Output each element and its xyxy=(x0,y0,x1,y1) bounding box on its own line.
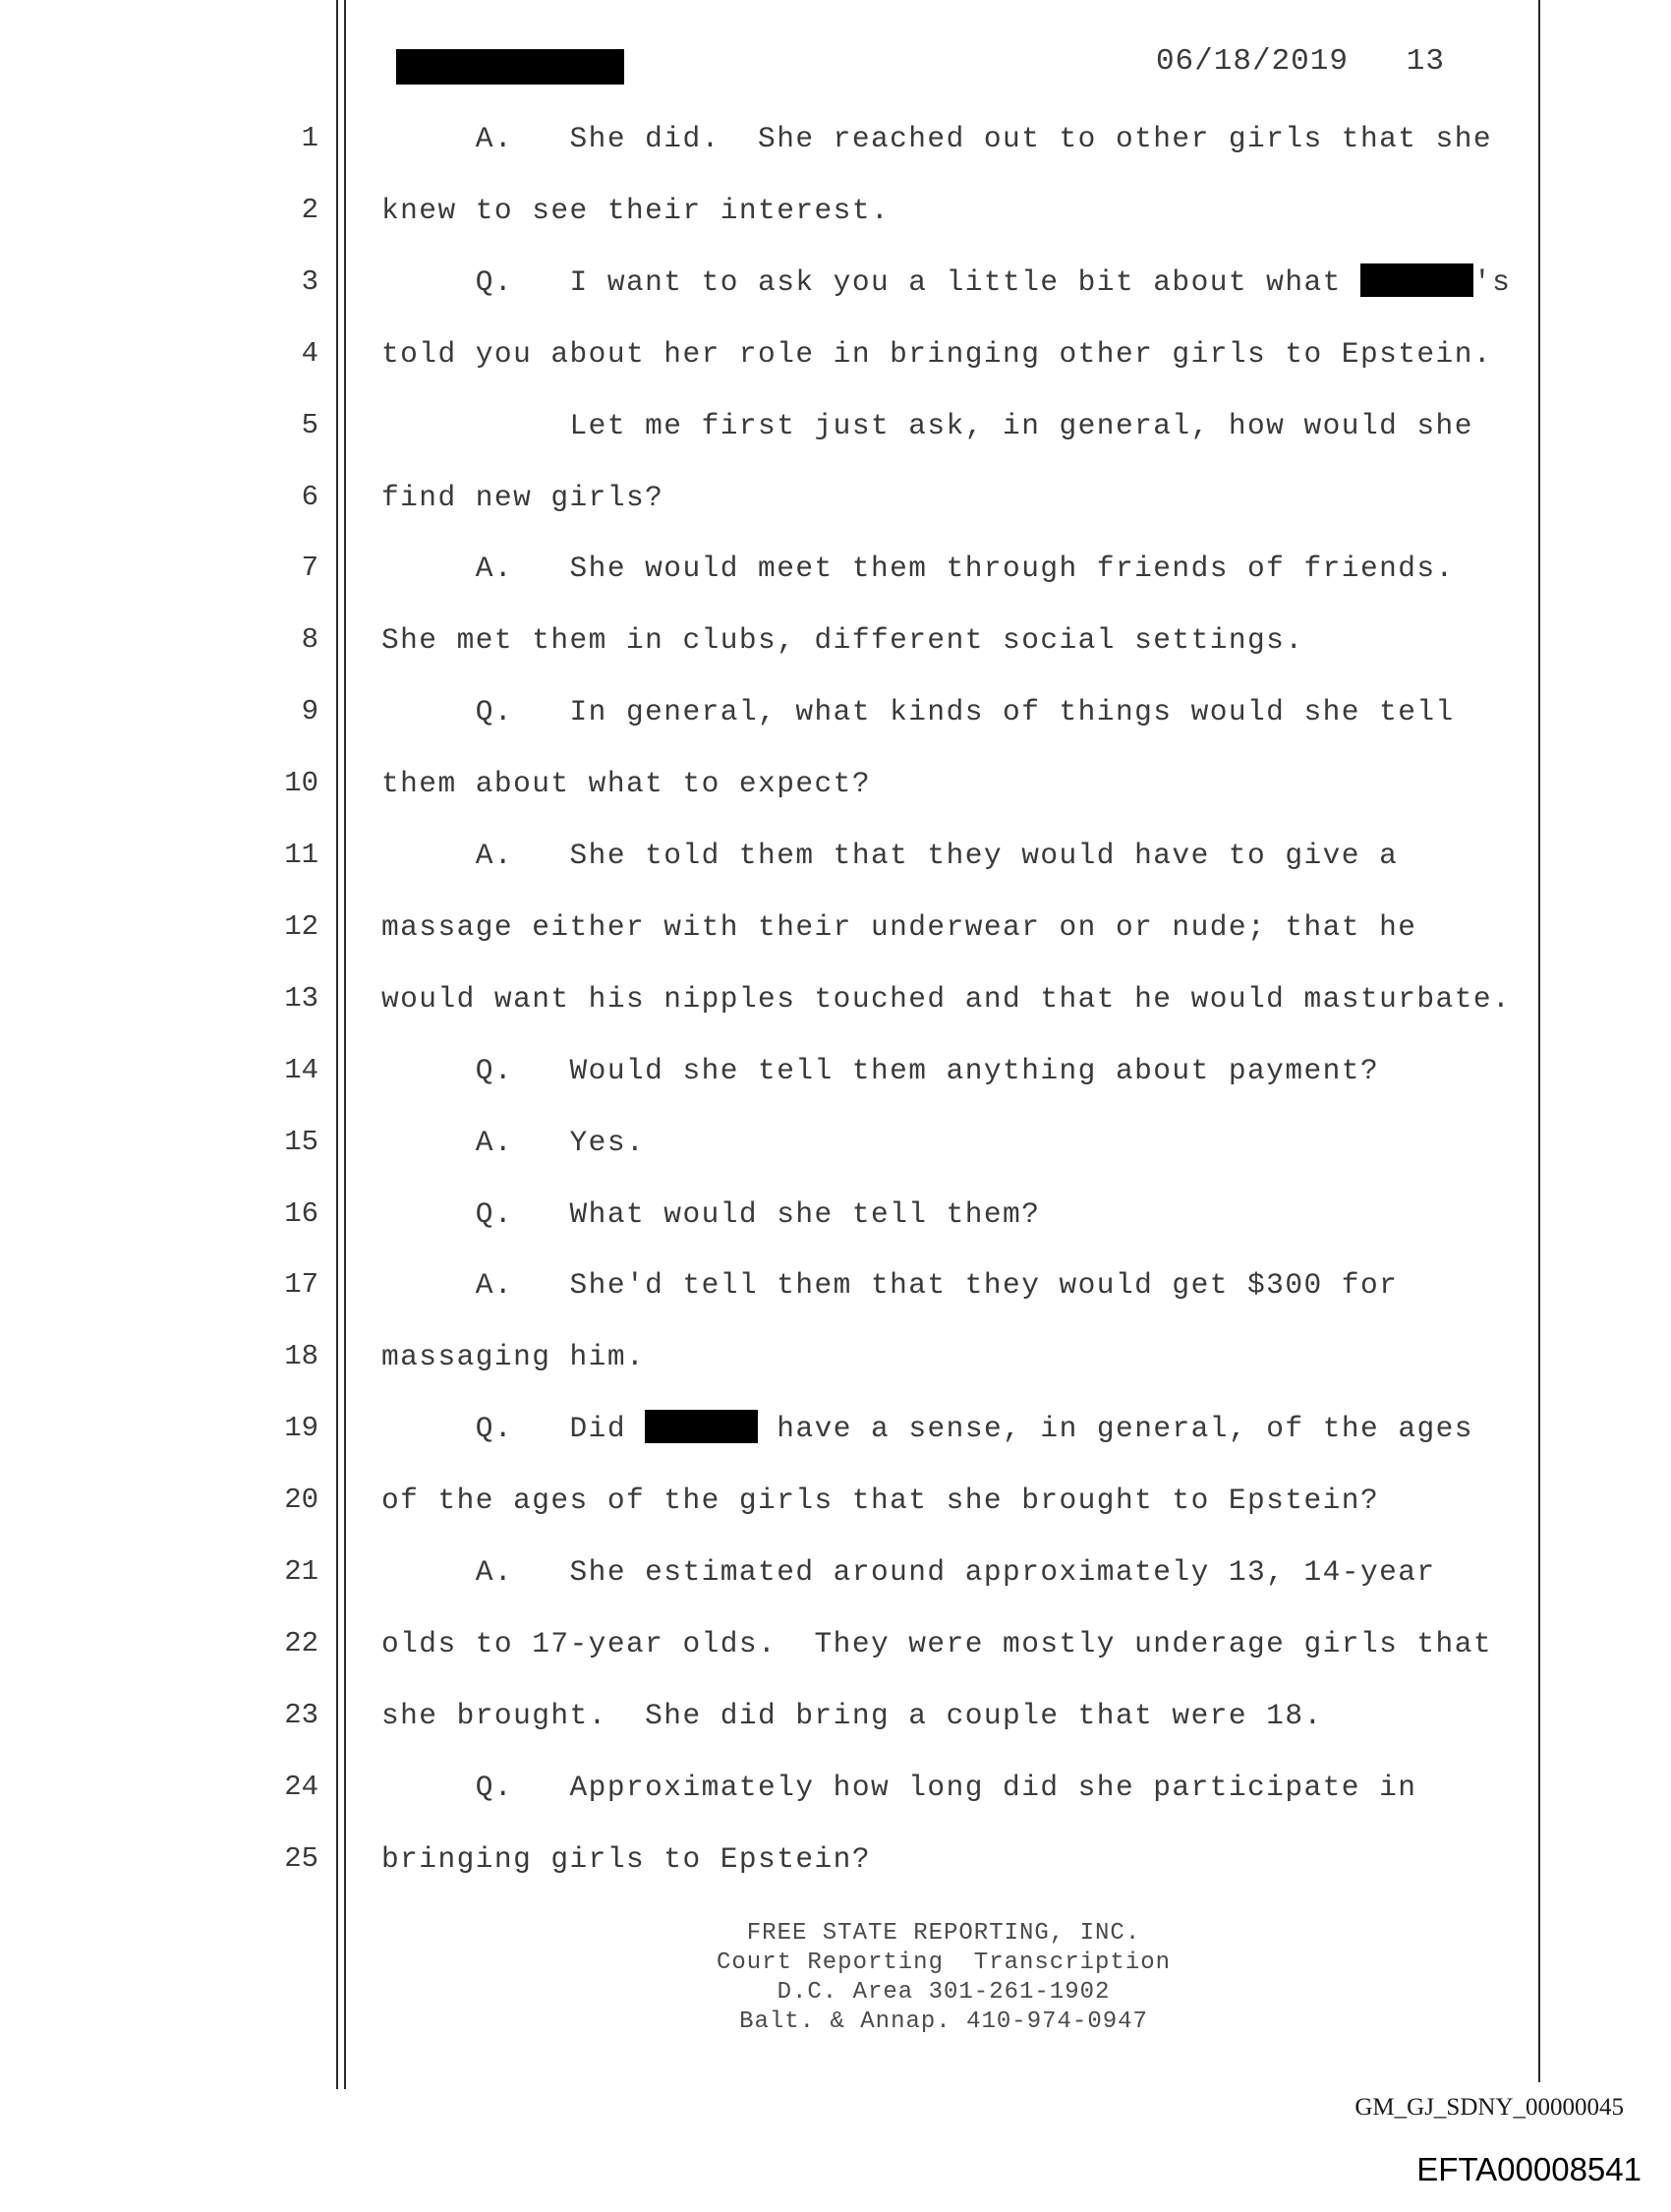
line-text xyxy=(381,119,1492,158)
line-text xyxy=(381,549,1455,588)
line-text-segment: Q. In general, what kinds of things would she tell xyxy=(381,695,1455,729)
transcript-line xyxy=(0,334,1671,405)
line-text xyxy=(381,1552,1436,1592)
transcript-line xyxy=(0,1337,1671,1408)
line-text xyxy=(381,1051,1379,1090)
line-text-segment: A. She'd tell them that they would get $300 for xyxy=(381,1268,1399,1303)
transcript-line xyxy=(0,764,1671,835)
line-number: 16 xyxy=(284,1196,318,1230)
line-text-segment: Q. Did xyxy=(381,1412,646,1446)
line-text xyxy=(381,836,1398,875)
line-number: 18 xyxy=(284,1340,318,1373)
line-text xyxy=(381,620,1304,660)
line-text xyxy=(381,1481,1379,1520)
line-text xyxy=(381,1839,871,1879)
line-number: 23 xyxy=(284,1698,318,1731)
line-number: 5 xyxy=(301,408,318,441)
line-number: 14 xyxy=(284,1053,318,1086)
line-text xyxy=(381,1123,645,1162)
transcript-line xyxy=(0,1624,1671,1695)
line-text-segment: A. Yes. xyxy=(381,1125,646,1159)
transcript-line xyxy=(0,692,1671,763)
line-text-segment: olds to 17-year olds. They were mostly underage girls that xyxy=(381,1626,1493,1660)
line-text xyxy=(381,1409,1473,1448)
line-text xyxy=(381,692,1455,731)
line-number: 4 xyxy=(301,336,318,370)
line-number: 19 xyxy=(284,1412,318,1445)
line-number: 25 xyxy=(284,1841,318,1875)
line-text-segment: Let me first just ask, in general, how would she xyxy=(381,408,1473,442)
line-number: 1 xyxy=(301,122,318,154)
line-text-segment: Q. Approximately how long did she participate in xyxy=(381,1770,1417,1804)
bates-number: GM_GJ_SDNY_00000045 xyxy=(1354,2094,1624,2121)
transcript-date: 06/18/2019 xyxy=(1155,44,1349,79)
line-number: 7 xyxy=(301,552,318,585)
line-text xyxy=(381,1696,1323,1735)
line-number: 2 xyxy=(301,193,318,226)
line-text-segment: A. She did. She reached out to other girls that she xyxy=(381,122,1493,155)
line-text-segment: Q. Would she tell them anything about payment? xyxy=(381,1053,1380,1087)
line-text-segment: told you about her role in bringing other girls to Epstein. xyxy=(381,336,1493,371)
transcript-line xyxy=(0,1051,1671,1122)
header-redaction xyxy=(396,49,624,85)
line-number: 24 xyxy=(284,1770,318,1803)
line-number: 17 xyxy=(284,1268,318,1302)
transcript-line xyxy=(0,1123,1671,1193)
line-text xyxy=(381,1194,1040,1234)
line-text-segment: knew to see their interest. xyxy=(381,193,891,227)
page-number: 13 xyxy=(1406,44,1445,79)
reporter-footer xyxy=(590,1919,1297,2037)
transcript-line xyxy=(0,1409,1671,1480)
line-text xyxy=(381,764,871,803)
line-number: 20 xyxy=(284,1484,318,1517)
line-text xyxy=(381,979,1511,1019)
efta-number: EFTA00008541 xyxy=(1416,2151,1642,2187)
line-number: 9 xyxy=(301,695,318,728)
transcript-line xyxy=(0,907,1671,978)
line-number: 15 xyxy=(284,1125,318,1158)
footer-dc-phone: D.C. Area 301-261-1902 xyxy=(777,1979,1111,2006)
line-text-segment: massage either with their underwear on or nude; that he xyxy=(381,909,1417,944)
line-text xyxy=(381,262,1511,302)
line-text-segment: have a sense, in general, of the ages xyxy=(758,1412,1473,1446)
footer-company: FREE STATE REPORTING, INC. xyxy=(746,1920,1141,1947)
transcript-line xyxy=(0,1696,1671,1767)
redaction-box xyxy=(645,1410,758,1443)
line-text-segment: them about what to expect? xyxy=(381,767,871,801)
transcript-line xyxy=(0,549,1671,619)
transcript-line xyxy=(0,1552,1671,1623)
line-text-segment: massaging him. xyxy=(381,1340,646,1374)
transcript-line xyxy=(0,979,1671,1050)
line-text xyxy=(381,1337,645,1376)
line-text-segment: Q. I want to ask you a little bit about what xyxy=(381,264,1360,299)
line-text-segment: would want his nipples touched and that he would masturbate. xyxy=(381,981,1512,1016)
transcript-line xyxy=(0,1265,1671,1336)
line-number: 6 xyxy=(301,480,318,513)
transcript-line xyxy=(0,119,1671,190)
line-text-segment: A. She told them that they would have to give a xyxy=(381,839,1399,872)
line-text xyxy=(381,907,1416,947)
line-text xyxy=(381,1768,1416,1807)
footer-balt-phone: Balt. & Annap. 410-974-0947 xyxy=(739,2008,1148,2035)
header-date-page xyxy=(1081,44,1445,79)
transcript-line xyxy=(0,620,1671,691)
line-number: 8 xyxy=(301,623,318,657)
line-number: 10 xyxy=(284,767,318,800)
transcript-line xyxy=(0,1194,1671,1265)
line-text-segment: she brought. She did bring a couple that were 18. xyxy=(381,1698,1323,1732)
line-number: 11 xyxy=(284,839,318,871)
transcript-line xyxy=(0,836,1671,906)
line-text-segment: Q. What would she tell them? xyxy=(381,1196,1041,1231)
line-text xyxy=(381,406,1473,445)
line-text xyxy=(381,1265,1398,1305)
redaction-box xyxy=(1360,263,1473,297)
transcript-line xyxy=(0,1481,1671,1551)
transcript-line xyxy=(0,262,1671,333)
line-text-segment: bringing girls to Epstein? xyxy=(381,1841,871,1876)
line-number: 12 xyxy=(284,909,318,943)
line-text xyxy=(381,1624,1492,1663)
line-text xyxy=(381,478,663,517)
line-number: 13 xyxy=(284,981,318,1015)
line-text-segment: She met them in clubs, different social settings. xyxy=(381,623,1304,658)
transcript-line xyxy=(0,191,1671,262)
line-text xyxy=(381,334,1492,374)
line-text-segment: A. She estimated around approximately 13, 14-year xyxy=(381,1555,1436,1589)
line-text-segment: A. She would meet them through friends of friends. xyxy=(381,552,1455,586)
line-text-segment: 's xyxy=(1472,264,1512,299)
line-text xyxy=(381,191,890,230)
transcript-line xyxy=(0,1768,1671,1838)
line-text-segment: find new girls? xyxy=(381,480,664,514)
transcript-line xyxy=(0,406,1671,477)
footer-services: Court Reporting Transcription xyxy=(716,1950,1172,1976)
transcript-line xyxy=(0,1839,1671,1910)
line-text-segment: of the ages of the girls that she brought to Epstein? xyxy=(381,1484,1380,1518)
line-number: 3 xyxy=(301,264,318,298)
line-number: 21 xyxy=(284,1555,318,1588)
line-number: 22 xyxy=(284,1626,318,1659)
transcript-line xyxy=(0,478,1671,549)
